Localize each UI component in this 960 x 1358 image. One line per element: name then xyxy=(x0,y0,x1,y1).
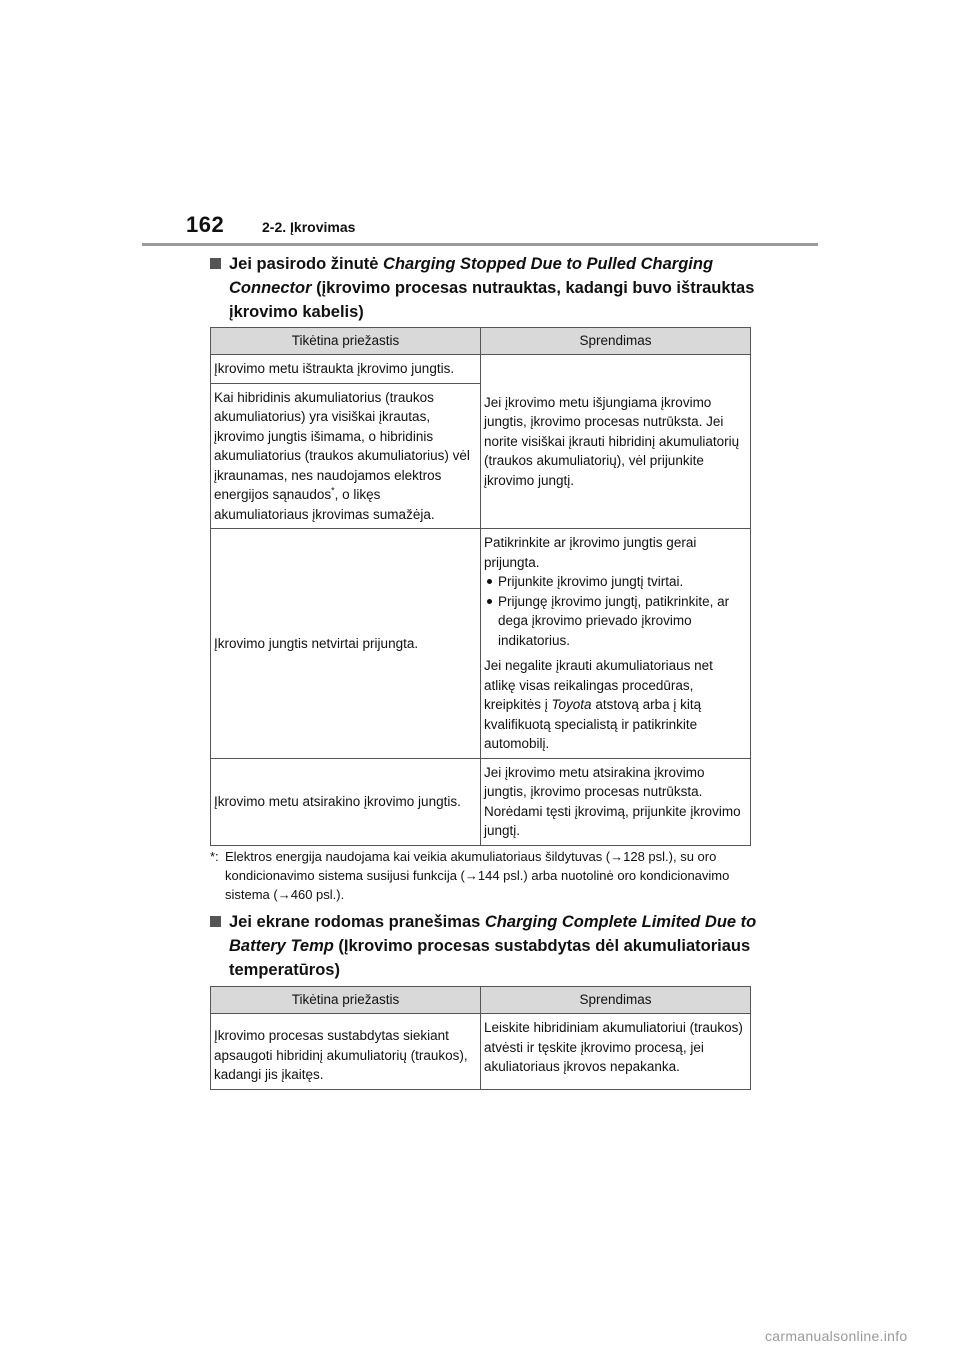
solution-outro-text-end: atstovą arba į kitą kvalifikuotą specialistą ir patikrinkite automobilį. xyxy=(484,697,702,751)
cause-cell: Įkrovimo metu atsirakino įkrovimo jungtis. xyxy=(211,758,481,845)
table-row xyxy=(211,355,751,384)
solution-cell: Jei įkrovimo metu išjungiama įkrovimo jungtis, įkrovimo procesas nutrūksta. Jei norite visiškai įkrauti hibridinį akumuliatorių (traukos akumuliatorių), vėl prijunkite įkrovimo jungtį. xyxy=(481,355,751,529)
list-item: Prijungę įkrovimo jungtį, patikrinkite, ar dega įkrovimo prievado įkrovimo indikatorius. xyxy=(484,592,747,651)
table-causes-pulled-connector xyxy=(210,327,751,846)
list-item: Prijunkite įkrovimo jungtį tvirtai. xyxy=(484,572,747,592)
section1-heading-suffix: (įkrovimo procesas nutrauktas, kadangi buvo ištrauktas įkrovimo kabelis) xyxy=(229,279,755,321)
footnote-text: Elektros energija naudojama kai veikia akumuliatoriaus šildytuvas (→128 psl.), su oro kondicionavimo sistema susijusi funkcija (→144 psl.) arba nuotolinė oro kondicionavimo sistema (→460 psl.). xyxy=(225,849,730,902)
solution-bullet-list xyxy=(484,572,747,650)
section1-heading xyxy=(210,252,758,324)
solution-cell: Jei įkrovimo metu atsirakina įkrovimo jungtis, įkrovimo procesas nutrūksta. Norėdami tęsti įkrovimą, prijunkite įkrovimo jungtį. xyxy=(481,758,751,845)
header-divider xyxy=(142,243,818,246)
brand-name: Toyota xyxy=(551,697,592,712)
column-header-cause: Tikėtina priežastis xyxy=(211,328,481,355)
cause-cell xyxy=(211,383,481,529)
footnote-reference: * xyxy=(331,485,335,496)
table-causes-battery-temp xyxy=(210,986,751,1090)
section1-heading-message: Charging Stopped Due to Pulled Charging Connector xyxy=(229,255,714,297)
table-header-row xyxy=(211,328,751,355)
table-row xyxy=(211,1014,751,1090)
solution-intro: Patikrinkite ar įkrovimo jungtis gerai prijungta. xyxy=(484,535,697,570)
solution-cell: Leiskite hibridiniam akumuliatoriui (traukos) atvėsti ir tęskite įkrovimo procesą, jei akuliatoriaus įkrovos nepakanka. xyxy=(481,1014,751,1090)
cause-text: Kai hibridinis akumuliatorius (traukos akumuliatorius) yra visiškai įkrautas, įkrovimo jungtis išimama, o hibridinis akumuliatorius (traukos akumuliatorius) vėl įkraunamas, nes naudojamos elektros energijos sąnaudos xyxy=(214,389,470,502)
footnote xyxy=(210,847,758,904)
section2-heading-message: Charging Complete Limited Due to Battery Temp xyxy=(229,913,757,955)
column-header-solution: Sprendimas xyxy=(481,987,751,1014)
table-row xyxy=(211,758,751,845)
column-header-cause: Tikėtina priežastis xyxy=(211,987,481,1014)
table-header-row xyxy=(211,987,751,1014)
column-header-solution: Sprendimas xyxy=(481,328,751,355)
section2-heading-suffix: (Įkrovimo procesas sustabdytas dėl akumuliatoriaus temperatūros) xyxy=(229,937,751,979)
section1-heading-prefix: Jei pasirodo žinutė xyxy=(229,255,384,273)
solution-outro xyxy=(484,656,747,754)
cause-text-end: , o likęs akumuliatoriaus įkrovimas sumažėja. xyxy=(214,487,435,522)
solution-outro-text: Jei negalite įkrauti akumuliatoriaus net atlikę visas reikalingas procedūras, kreipkitės į xyxy=(484,658,713,712)
cause-cell: Įkrovimo metu ištraukta įkrovimo jungtis. xyxy=(211,355,481,384)
table-row xyxy=(211,529,751,759)
footnote-mark: *: xyxy=(210,849,219,864)
cause-cell: Įkrovimo procesas sustabdytas siekiant apsaugoti hibridinį akumuliatorių (traukos), kadangi jis įkaitęs. xyxy=(211,1014,481,1090)
square-bullet-icon xyxy=(210,258,221,269)
section2-heading-prefix: Jei ekrane rodomas pranešimas xyxy=(229,913,485,931)
square-bullet-icon xyxy=(210,916,221,927)
watermark: carmanualsonline.info xyxy=(765,1328,908,1344)
section-title: 2-2. Įkrovimas xyxy=(262,219,356,235)
page-number: 162 xyxy=(186,212,225,237)
solution-cell xyxy=(481,529,751,759)
cause-cell: Įkrovimo jungtis netvirtai prijungta. xyxy=(211,529,481,759)
section2-heading xyxy=(210,910,758,982)
